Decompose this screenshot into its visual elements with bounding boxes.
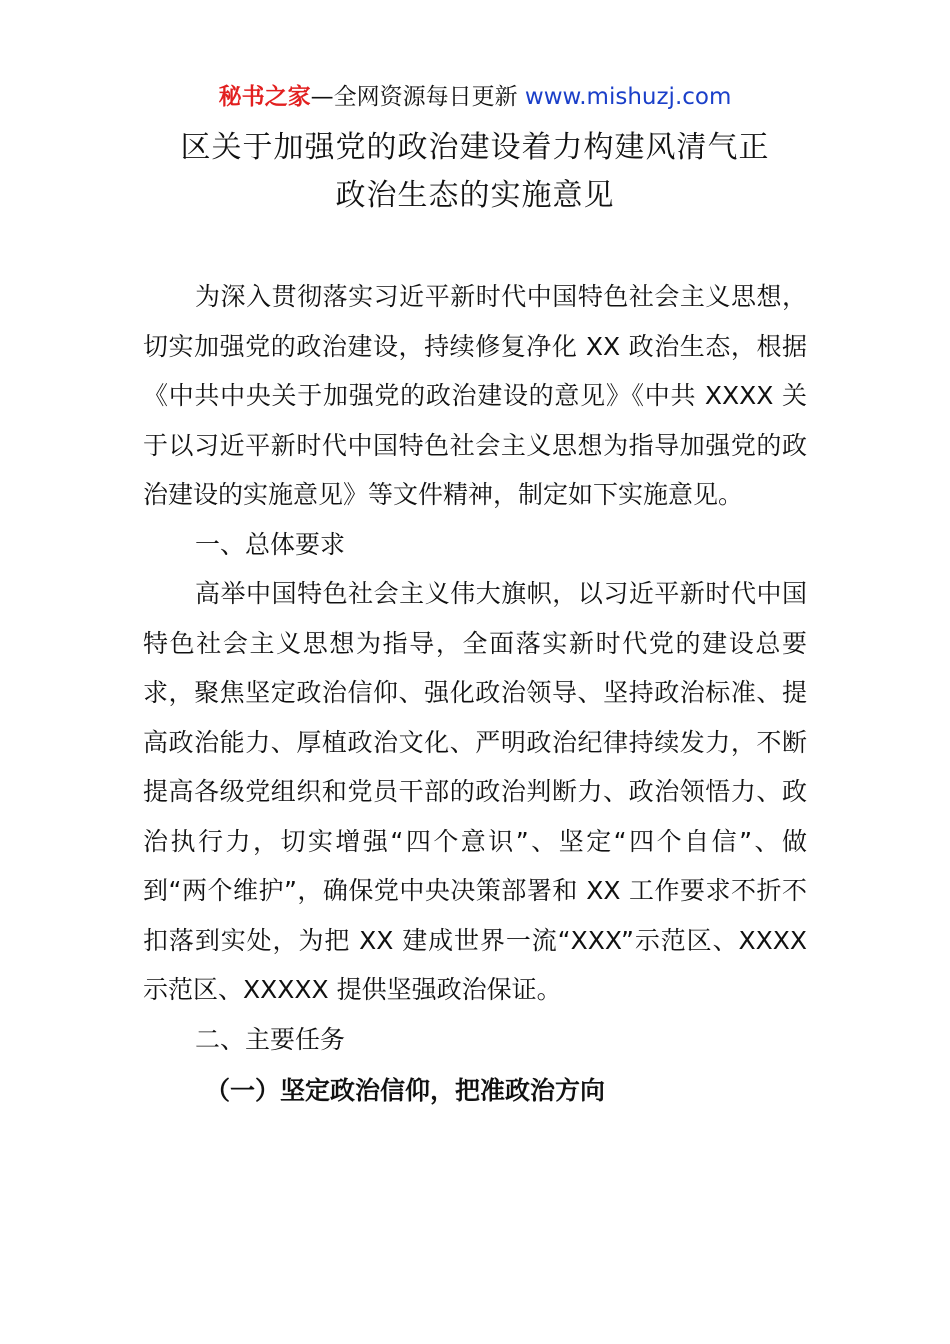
title-line-2: 政治生态的实施意见: [335, 178, 615, 213]
section-heading-general-requirements: 一、总体要求: [195, 529, 346, 559]
site-header: [0, 80, 950, 114]
general-requirements-paragraph: 高举中国特色社会主义伟大旗帜，以习近平新时代中国特色社会主义思想为指导，全面落实新时代党的建设总要求，聚焦坚定政治信仰、强化政治领导、坚持政治标准、提高政治能力、厚植政治文化、严明政治纪律持续发力，不断提高各级党组织和党员干部的政治判断力、政治领悟力、政治执行力，切实增强“四个意识”、坚定“四个自信”、做到“两个维护”，确保党中央决策部署和 XX 工作要求不折不扣落到实处，为把 XX 建成世界一流“XXX”示范区、XXXX 示范区、XXXXX 提供坚强政治保证。: [143, 579, 807, 1004]
document-body: [143, 272, 807, 1116]
section-heading-main-tasks: 二、主要任务: [195, 1024, 346, 1054]
subsection-heading-1: （一）坚定政治信仰，把准政治方向: [205, 1076, 606, 1105]
title-line-1: 区关于加强党的政治建设着力构建风清气正: [180, 130, 770, 165]
header-tagline: —全网资源每日更新: [310, 84, 518, 110]
document-title: [0, 124, 950, 220]
site-url-link[interactable]: www.mishuzj.com: [524, 84, 732, 110]
intro-paragraph: 为深入贯彻落实习近平新时代中国特色社会主义思想，切实加强党的政治建设，持续修复净化 XX 政治生态，根据《中共中央关于加强党的政治建设的意见》《中共 XXXX 关于以习近平新时代中国特色社会主义思想为指导加强党的政治建设的实施意见》等文件精神，制定如下实施意见。: [143, 282, 807, 509]
brand-name: 秘书之家: [218, 84, 311, 110]
